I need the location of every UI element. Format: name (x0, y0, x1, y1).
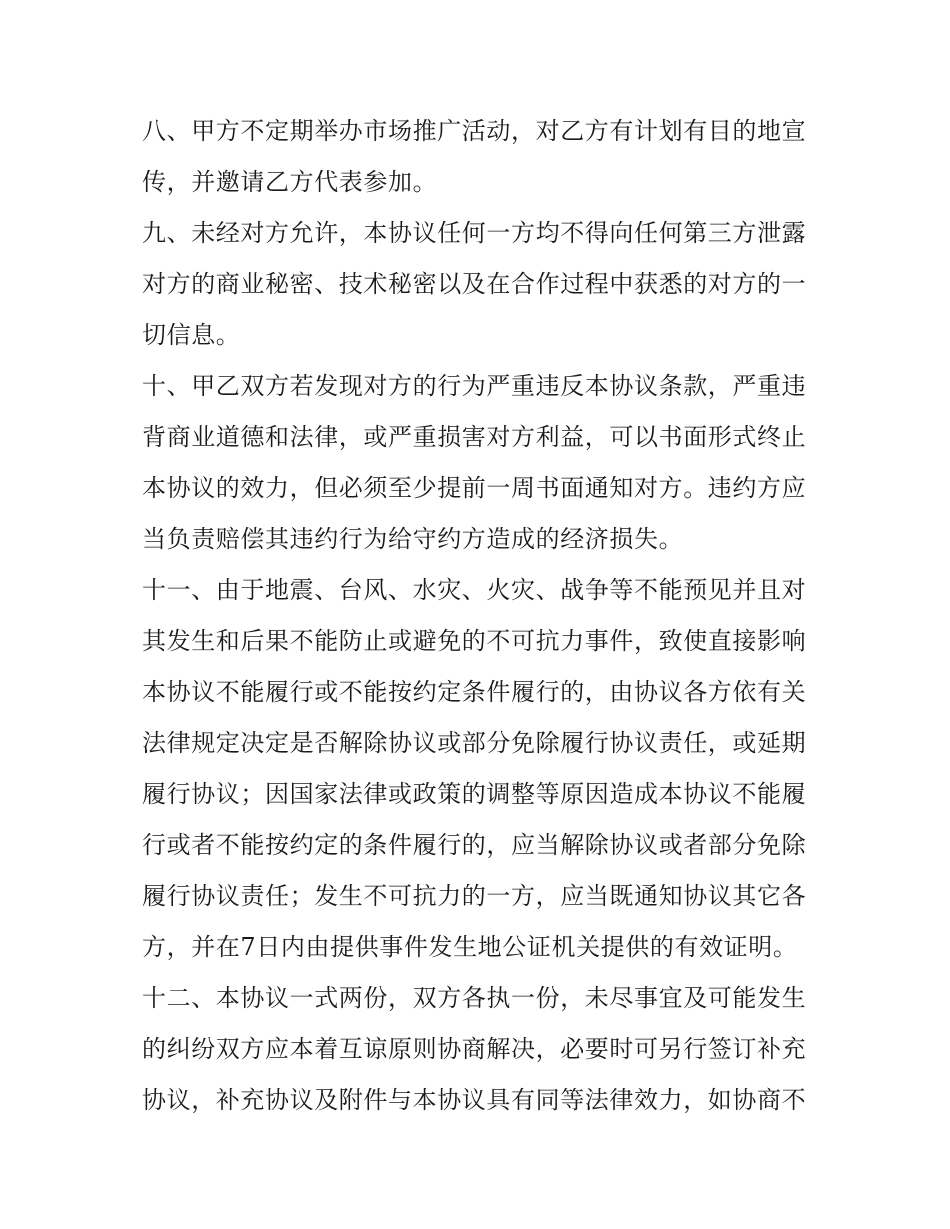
text-line: 行或者不能按约定的条件履行的，应当解除协议或者部分免除 (142, 831, 807, 859)
text-line: 切信息。 (142, 321, 241, 349)
text-line: 履行协议；因国家法律或政策的调整等原因造成本协议不能履 (142, 780, 807, 808)
clause-12 (142, 973, 812, 1126)
text-line: 的纠纷双方应本着互谅原则协商解决，必要时可另行签订补充 (142, 1035, 807, 1063)
text-line: 方，并在7日内由提供事件发生地公证机关提供的有效证明。 (142, 933, 798, 961)
text-line: 九、未经对方允许，本协议任何一方均不得向任何第三方泄露 (142, 219, 807, 247)
text-line: 对方的商业秘密、技术秘密以及在合作过程中获悉的对方的一 (142, 270, 807, 298)
document-body (142, 106, 812, 1126)
text-line: 本协议不能履行或不能按约定条件履行的，由协议各方依有关 (142, 678, 807, 706)
clause-10 (142, 361, 812, 565)
text-line: 八、甲方不定期举办市场推广活动，对乙方有计划有目的地宣 (142, 117, 807, 145)
clause-9 (142, 208, 812, 361)
text-line: 履行协议责任；发生不可抗力的一方，应当既通知协议其它各 (142, 882, 807, 910)
clause-8 (142, 106, 812, 208)
text-line: 当负责赔偿其违约行为给守约方造成的经济损失。 (142, 525, 684, 553)
text-line: 协议，补充协议及附件与本协议具有同等法律效力，如协商不 (142, 1086, 807, 1114)
text-line: 背商业道德和法律，或严重损害对方利益，可以书面形式终止 (142, 423, 807, 451)
text-line: 本协议的效力，但必须至少提前一周书面通知对方。违约方应 (142, 474, 807, 502)
clause-11 (142, 565, 812, 973)
text-line: 十二、本协议一式两份，双方各执一份，未尽事宜及可能发生 (142, 984, 807, 1012)
text-line: 传，并邀请乙方代表参加。 (142, 168, 438, 196)
text-line: 十、甲乙双方若发现对方的行为严重违反本协议条款，严重违 (142, 372, 807, 400)
text-line: 法律规定决定是否解除协议或部分免除履行协议责任，或延期 (142, 729, 807, 757)
text-line: 其发生和后果不能防止或避免的不可抗力事件，致使直接影响 (142, 627, 807, 655)
text-line: 十一、由于地震、台风、水灾、火灾、战争等不能预见并且对 (142, 576, 807, 604)
